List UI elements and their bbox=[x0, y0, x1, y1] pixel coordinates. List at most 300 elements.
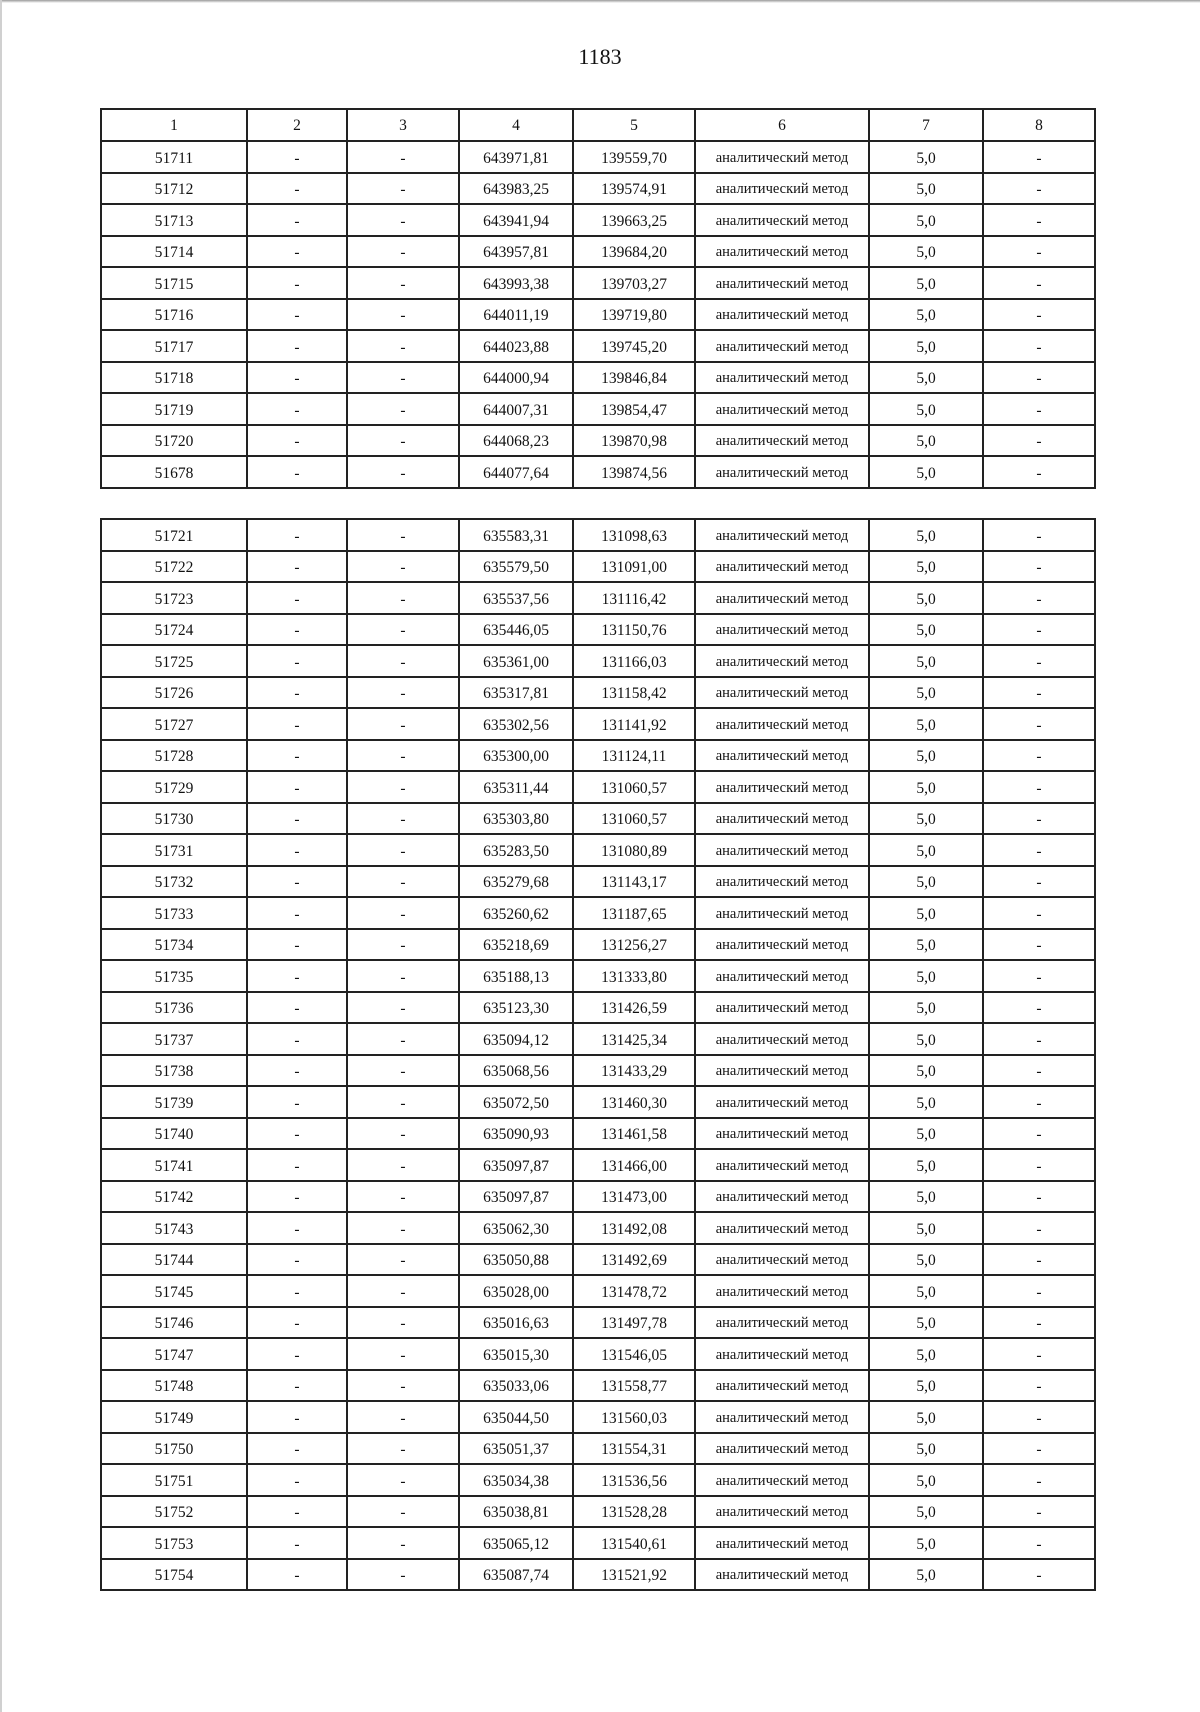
table-row bbox=[101, 834, 1095, 866]
cell-col-2: - bbox=[247, 173, 347, 205]
cell-coord-x: 635051,37 bbox=[459, 1433, 573, 1465]
cell-coord-x: 635016,63 bbox=[459, 1307, 573, 1339]
cell-col-2: - bbox=[247, 204, 347, 236]
cell-col-8: - bbox=[983, 1275, 1095, 1307]
cell-coord-x: 635034,38 bbox=[459, 1464, 573, 1496]
cell-col-2: - bbox=[247, 834, 347, 866]
cell-coord-y: 131187,65 bbox=[573, 897, 695, 929]
cell-col-2: - bbox=[247, 330, 347, 362]
cell-accuracy: 5,0 bbox=[869, 1212, 983, 1244]
cell-point-number: 51736 bbox=[101, 992, 247, 1024]
header-cell: 6 bbox=[695, 109, 869, 141]
cell-col-3: - bbox=[347, 456, 459, 488]
cell-coord-x: 635072,50 bbox=[459, 1086, 573, 1118]
cell-point-number: 51718 bbox=[101, 362, 247, 394]
cell-accuracy: 5,0 bbox=[869, 1149, 983, 1181]
cell-point-number: 51713 bbox=[101, 204, 247, 236]
scan-edge-top bbox=[0, 0, 1200, 3]
cell-coord-y: 131558,77 bbox=[573, 1370, 695, 1402]
cell-coord-x: 635015,30 bbox=[459, 1338, 573, 1370]
cell-col-8: - bbox=[983, 141, 1095, 173]
table-row bbox=[101, 141, 1095, 173]
cell-point-number: 51734 bbox=[101, 929, 247, 961]
cell-col-8: - bbox=[983, 677, 1095, 709]
cell-col-3: - bbox=[347, 1118, 459, 1150]
cell-col-8: - bbox=[983, 740, 1095, 772]
cell-coord-y: 131466,00 bbox=[573, 1149, 695, 1181]
cell-method: аналитический метод bbox=[695, 204, 869, 236]
cell-method: аналитический метод bbox=[695, 677, 869, 709]
cell-point-number: 51714 bbox=[101, 236, 247, 268]
cell-col-2: - bbox=[247, 362, 347, 394]
cell-coord-y: 131478,72 bbox=[573, 1275, 695, 1307]
table-row bbox=[101, 1244, 1095, 1276]
cell-coord-y: 139559,70 bbox=[573, 141, 695, 173]
cell-coord-y: 131521,92 bbox=[573, 1559, 695, 1591]
cell-col-8: - bbox=[983, 1181, 1095, 1213]
table-row bbox=[101, 1370, 1095, 1402]
cell-coord-y: 131492,69 bbox=[573, 1244, 695, 1276]
cell-col-8: - bbox=[983, 299, 1095, 331]
cell-coord-x: 635028,00 bbox=[459, 1275, 573, 1307]
cell-point-number: 51745 bbox=[101, 1275, 247, 1307]
cell-coord-x: 635446,05 bbox=[459, 614, 573, 646]
cell-col-2: - bbox=[247, 897, 347, 929]
cell-col-8: - bbox=[983, 1244, 1095, 1276]
cell-col-2: - bbox=[247, 740, 347, 772]
cell-accuracy: 5,0 bbox=[869, 771, 983, 803]
cell-col-8: - bbox=[983, 1464, 1095, 1496]
cell-point-number: 51740 bbox=[101, 1118, 247, 1150]
cell-method: аналитический метод bbox=[695, 866, 869, 898]
cell-coord-y: 139703,27 bbox=[573, 267, 695, 299]
cell-col-3: - bbox=[347, 173, 459, 205]
cell-point-number: 51720 bbox=[101, 425, 247, 457]
cell-coord-y: 139870,98 bbox=[573, 425, 695, 457]
table-row bbox=[101, 929, 1095, 961]
cell-col-8: - bbox=[983, 1370, 1095, 1402]
cell-accuracy: 5,0 bbox=[869, 204, 983, 236]
cell-accuracy: 5,0 bbox=[869, 1527, 983, 1559]
cell-method: аналитический метод bbox=[695, 897, 869, 929]
cell-coord-x: 635087,74 bbox=[459, 1559, 573, 1591]
cell-col-2: - bbox=[247, 992, 347, 1024]
cell-col-8: - bbox=[983, 425, 1095, 457]
cell-accuracy: 5,0 bbox=[869, 330, 983, 362]
cell-point-number: 51717 bbox=[101, 330, 247, 362]
cell-col-8: - bbox=[983, 1401, 1095, 1433]
table-row bbox=[101, 1527, 1095, 1559]
cell-accuracy: 5,0 bbox=[869, 866, 983, 898]
cell-coord-x: 635283,50 bbox=[459, 834, 573, 866]
cell-col-8: - bbox=[983, 1055, 1095, 1087]
cell-method: аналитический метод bbox=[695, 1023, 869, 1055]
cell-coord-x: 635218,69 bbox=[459, 929, 573, 961]
cell-point-number: 51723 bbox=[101, 582, 247, 614]
table-row bbox=[101, 897, 1095, 929]
cell-point-number: 51732 bbox=[101, 866, 247, 898]
cell-point-number: 51748 bbox=[101, 1370, 247, 1402]
cell-col-2: - bbox=[247, 519, 347, 551]
cell-method: аналитический метод bbox=[695, 1307, 869, 1339]
cell-col-3: - bbox=[347, 1212, 459, 1244]
cell-col-3: - bbox=[347, 1401, 459, 1433]
cell-accuracy: 5,0 bbox=[869, 992, 983, 1024]
table-row bbox=[101, 708, 1095, 740]
cell-col-8: - bbox=[983, 236, 1095, 268]
table-row bbox=[101, 1338, 1095, 1370]
header-cell: 8 bbox=[983, 109, 1095, 141]
scan-edge-left bbox=[0, 0, 2, 1712]
table-row bbox=[101, 393, 1095, 425]
cell-accuracy: 5,0 bbox=[869, 1023, 983, 1055]
cell-accuracy: 5,0 bbox=[869, 897, 983, 929]
table-row bbox=[101, 771, 1095, 803]
cell-coord-y: 131060,57 bbox=[573, 803, 695, 835]
cell-col-2: - bbox=[247, 960, 347, 992]
cell-coord-y: 131460,30 bbox=[573, 1086, 695, 1118]
table-row bbox=[101, 1118, 1095, 1150]
cell-col-2: - bbox=[247, 645, 347, 677]
cell-col-8: - bbox=[983, 393, 1095, 425]
cell-coord-y: 131150,76 bbox=[573, 614, 695, 646]
cell-method: аналитический метод bbox=[695, 1559, 869, 1591]
cell-point-number: 51678 bbox=[101, 456, 247, 488]
cell-accuracy: 5,0 bbox=[869, 929, 983, 961]
header-row bbox=[101, 109, 1095, 141]
cell-method: аналитический метод bbox=[695, 708, 869, 740]
cell-point-number: 51727 bbox=[101, 708, 247, 740]
cell-col-2: - bbox=[247, 677, 347, 709]
cell-coord-y: 139684,20 bbox=[573, 236, 695, 268]
cell-col-8: - bbox=[983, 645, 1095, 677]
cell-col-3: - bbox=[347, 551, 459, 583]
cell-col-8: - bbox=[983, 330, 1095, 362]
cell-coord-x: 635579,50 bbox=[459, 551, 573, 583]
cell-coord-y: 139574,91 bbox=[573, 173, 695, 205]
cell-col-3: - bbox=[347, 834, 459, 866]
cell-col-8: - bbox=[983, 1527, 1095, 1559]
cell-col-2: - bbox=[247, 1496, 347, 1528]
cell-col-3: - bbox=[347, 425, 459, 457]
table-row bbox=[101, 803, 1095, 835]
cell-col-2: - bbox=[247, 1307, 347, 1339]
cell-method: аналитический метод bbox=[695, 1401, 869, 1433]
cell-coord-y: 139663,25 bbox=[573, 204, 695, 236]
cell-accuracy: 5,0 bbox=[869, 1559, 983, 1591]
cell-col-8: - bbox=[983, 866, 1095, 898]
cell-coord-y: 131143,17 bbox=[573, 866, 695, 898]
cell-method: аналитический метод bbox=[695, 267, 869, 299]
cell-coord-y: 131158,42 bbox=[573, 677, 695, 709]
cell-point-number: 51746 bbox=[101, 1307, 247, 1339]
table-row bbox=[101, 1212, 1095, 1244]
cell-coord-x: 635097,87 bbox=[459, 1149, 573, 1181]
cell-coord-x: 635038,81 bbox=[459, 1496, 573, 1528]
cell-point-number: 51721 bbox=[101, 519, 247, 551]
table-row bbox=[101, 1307, 1095, 1339]
cell-col-8: - bbox=[983, 204, 1095, 236]
table-row bbox=[101, 456, 1095, 488]
table-row bbox=[101, 740, 1095, 772]
cell-col-8: - bbox=[983, 1496, 1095, 1528]
cell-col-2: - bbox=[247, 456, 347, 488]
cell-accuracy: 5,0 bbox=[869, 299, 983, 331]
cell-col-8: - bbox=[983, 614, 1095, 646]
header-cell: 2 bbox=[247, 109, 347, 141]
cell-method: аналитический метод bbox=[695, 519, 869, 551]
cell-point-number: 51747 bbox=[101, 1338, 247, 1370]
header-cell: 7 bbox=[869, 109, 983, 141]
cell-col-3: - bbox=[347, 740, 459, 772]
cell-col-2: - bbox=[247, 236, 347, 268]
cell-col-8: - bbox=[983, 456, 1095, 488]
cell-method: аналитический метод bbox=[695, 1118, 869, 1150]
table-row bbox=[101, 1559, 1095, 1591]
cell-method: аналитический метод bbox=[695, 1212, 869, 1244]
table-row bbox=[101, 960, 1095, 992]
cell-coord-y: 131426,59 bbox=[573, 992, 695, 1024]
header-cell: 5 bbox=[573, 109, 695, 141]
cell-col-8: - bbox=[983, 803, 1095, 835]
cell-col-2: - bbox=[247, 1055, 347, 1087]
cell-col-3: - bbox=[347, 519, 459, 551]
cell-point-number: 51724 bbox=[101, 614, 247, 646]
cell-accuracy: 5,0 bbox=[869, 1338, 983, 1370]
cell-method: аналитический метод bbox=[695, 1496, 869, 1528]
cell-col-3: - bbox=[347, 929, 459, 961]
cell-coord-x: 644068,23 bbox=[459, 425, 573, 457]
cell-col-8: - bbox=[983, 173, 1095, 205]
cell-col-2: - bbox=[247, 866, 347, 898]
cell-coord-x: 635062,30 bbox=[459, 1212, 573, 1244]
cell-coord-y: 131116,42 bbox=[573, 582, 695, 614]
cell-coord-y: 131461,58 bbox=[573, 1118, 695, 1150]
cell-col-2: - bbox=[247, 1023, 347, 1055]
cell-col-2: - bbox=[247, 1244, 347, 1276]
cell-method: аналитический метод bbox=[695, 1086, 869, 1118]
cell-coord-y: 131060,57 bbox=[573, 771, 695, 803]
cell-coord-x: 635068,56 bbox=[459, 1055, 573, 1087]
cell-col-8: - bbox=[983, 897, 1095, 929]
cell-col-2: - bbox=[247, 141, 347, 173]
cell-coord-y: 131124,11 bbox=[573, 740, 695, 772]
cell-col-2: - bbox=[247, 393, 347, 425]
cell-col-2: - bbox=[247, 771, 347, 803]
cell-method: аналитический метод bbox=[695, 929, 869, 961]
cell-accuracy: 5,0 bbox=[869, 1275, 983, 1307]
cell-method: аналитический метод bbox=[695, 992, 869, 1024]
cell-col-8: - bbox=[983, 362, 1095, 394]
cell-col-8: - bbox=[983, 992, 1095, 1024]
cell-col-2: - bbox=[247, 1401, 347, 1433]
cell-method: аналитический метод bbox=[695, 960, 869, 992]
cell-coord-x: 635033,06 bbox=[459, 1370, 573, 1402]
cell-coord-x: 644077,64 bbox=[459, 456, 573, 488]
cell-col-8: - bbox=[983, 771, 1095, 803]
cell-col-8: - bbox=[983, 551, 1095, 583]
cell-col-3: - bbox=[347, 1275, 459, 1307]
cell-method: аналитический метод bbox=[695, 330, 869, 362]
cell-coord-y: 131546,05 bbox=[573, 1338, 695, 1370]
cell-col-3: - bbox=[347, 1055, 459, 1087]
cell-coord-x: 644007,31 bbox=[459, 393, 573, 425]
cell-method: аналитический метод bbox=[695, 834, 869, 866]
cell-col-3: - bbox=[347, 1370, 459, 1402]
cell-coord-x: 635094,12 bbox=[459, 1023, 573, 1055]
cell-col-3: - bbox=[347, 362, 459, 394]
cell-coord-x: 635260,62 bbox=[459, 897, 573, 929]
cell-col-8: - bbox=[983, 834, 1095, 866]
cell-point-number: 51719 bbox=[101, 393, 247, 425]
cell-coord-y: 131166,03 bbox=[573, 645, 695, 677]
cell-method: аналитический метод bbox=[695, 645, 869, 677]
cell-col-3: - bbox=[347, 771, 459, 803]
cell-col-8: - bbox=[983, 708, 1095, 740]
cell-col-8: - bbox=[983, 519, 1095, 551]
cell-coord-x: 644011,19 bbox=[459, 299, 573, 331]
cell-col-3: - bbox=[347, 204, 459, 236]
cell-point-number: 51738 bbox=[101, 1055, 247, 1087]
cell-col-2: - bbox=[247, 708, 347, 740]
cell-coord-y: 131141,92 bbox=[573, 708, 695, 740]
cell-col-3: - bbox=[347, 1244, 459, 1276]
cell-coord-y: 131256,27 bbox=[573, 929, 695, 961]
table-row bbox=[101, 1055, 1095, 1087]
cell-col-2: - bbox=[247, 425, 347, 457]
cell-method: аналитический метод bbox=[695, 614, 869, 646]
cell-method: аналитический метод bbox=[695, 740, 869, 772]
cell-coord-x: 643983,25 bbox=[459, 173, 573, 205]
cell-coord-x: 635583,31 bbox=[459, 519, 573, 551]
cell-coord-y: 131528,28 bbox=[573, 1496, 695, 1528]
cell-coord-y: 131080,89 bbox=[573, 834, 695, 866]
cell-col-8: - bbox=[983, 1212, 1095, 1244]
cell-col-2: - bbox=[247, 1464, 347, 1496]
cell-col-3: - bbox=[347, 330, 459, 362]
cell-col-2: - bbox=[247, 582, 347, 614]
cell-method: аналитический метод bbox=[695, 803, 869, 835]
cell-col-2: - bbox=[247, 929, 347, 961]
cell-col-3: - bbox=[347, 1559, 459, 1591]
table-row bbox=[101, 614, 1095, 646]
cell-col-8: - bbox=[983, 267, 1095, 299]
cell-col-8: - bbox=[983, 1118, 1095, 1150]
cell-accuracy: 5,0 bbox=[869, 1433, 983, 1465]
table-row bbox=[101, 645, 1095, 677]
cell-method: аналитический метод bbox=[695, 1433, 869, 1465]
coordinates-table-top bbox=[100, 108, 1096, 489]
cell-coord-y: 139719,80 bbox=[573, 299, 695, 331]
cell-coord-x: 635300,00 bbox=[459, 740, 573, 772]
cell-col-3: - bbox=[347, 866, 459, 898]
cell-col-3: - bbox=[347, 960, 459, 992]
cell-point-number: 51737 bbox=[101, 1023, 247, 1055]
cell-coord-y: 131554,31 bbox=[573, 1433, 695, 1465]
cell-method: аналитический метод bbox=[695, 456, 869, 488]
table-row bbox=[101, 1401, 1095, 1433]
cell-point-number: 51730 bbox=[101, 803, 247, 835]
cell-accuracy: 5,0 bbox=[869, 173, 983, 205]
cell-coord-y: 131560,03 bbox=[573, 1401, 695, 1433]
cell-coord-y: 139846,84 bbox=[573, 362, 695, 394]
cell-accuracy: 5,0 bbox=[869, 677, 983, 709]
cell-coord-x: 635537,56 bbox=[459, 582, 573, 614]
cell-coord-y: 139854,47 bbox=[573, 393, 695, 425]
cell-accuracy: 5,0 bbox=[869, 645, 983, 677]
cell-coord-y: 131473,00 bbox=[573, 1181, 695, 1213]
table-row bbox=[101, 1149, 1095, 1181]
table-row bbox=[101, 1023, 1095, 1055]
cell-method: аналитический метод bbox=[695, 393, 869, 425]
cell-coord-x: 643941,94 bbox=[459, 204, 573, 236]
cell-col-3: - bbox=[347, 677, 459, 709]
cell-coord-x: 643993,38 bbox=[459, 267, 573, 299]
cell-col-3: - bbox=[347, 1307, 459, 1339]
cell-point-number: 51722 bbox=[101, 551, 247, 583]
table-row bbox=[101, 866, 1095, 898]
cell-col-8: - bbox=[983, 1023, 1095, 1055]
cell-accuracy: 5,0 bbox=[869, 236, 983, 268]
cell-col-2: - bbox=[247, 1275, 347, 1307]
cell-point-number: 51715 bbox=[101, 267, 247, 299]
cell-point-number: 51751 bbox=[101, 1464, 247, 1496]
cell-accuracy: 5,0 bbox=[869, 614, 983, 646]
table-row bbox=[101, 299, 1095, 331]
cell-col-2: - bbox=[247, 1118, 347, 1150]
cell-col-8: - bbox=[983, 929, 1095, 961]
cell-col-3: - bbox=[347, 1496, 459, 1528]
cell-point-number: 51735 bbox=[101, 960, 247, 992]
cell-accuracy: 5,0 bbox=[869, 393, 983, 425]
cell-col-2: - bbox=[247, 267, 347, 299]
cell-accuracy: 5,0 bbox=[869, 362, 983, 394]
cell-coord-x: 635050,88 bbox=[459, 1244, 573, 1276]
cell-point-number: 51739 bbox=[101, 1086, 247, 1118]
cell-accuracy: 5,0 bbox=[869, 519, 983, 551]
cell-coord-x: 635361,00 bbox=[459, 645, 573, 677]
cell-coord-x: 635097,87 bbox=[459, 1181, 573, 1213]
cell-point-number: 51712 bbox=[101, 173, 247, 205]
table-row bbox=[101, 362, 1095, 394]
cell-method: аналитический метод bbox=[695, 1055, 869, 1087]
cell-col-2: - bbox=[247, 1527, 347, 1559]
cell-col-2: - bbox=[247, 551, 347, 583]
cell-accuracy: 5,0 bbox=[869, 1496, 983, 1528]
cell-point-number: 51750 bbox=[101, 1433, 247, 1465]
cell-coord-y: 131091,00 bbox=[573, 551, 695, 583]
cell-coord-x: 643971,81 bbox=[459, 141, 573, 173]
cell-method: аналитический метод bbox=[695, 551, 869, 583]
table-row bbox=[101, 1496, 1095, 1528]
cell-coord-x: 635279,68 bbox=[459, 866, 573, 898]
cell-method: аналитический метод bbox=[695, 362, 869, 394]
cell-method: аналитический метод bbox=[695, 1275, 869, 1307]
page-number: 1183 bbox=[578, 44, 622, 69]
table-row bbox=[101, 1275, 1095, 1307]
cell-coord-y: 131098,63 bbox=[573, 519, 695, 551]
cell-point-number: 51729 bbox=[101, 771, 247, 803]
cell-coord-y: 131536,56 bbox=[573, 1464, 695, 1496]
cell-coord-y: 131497,78 bbox=[573, 1307, 695, 1339]
cell-accuracy: 5,0 bbox=[869, 803, 983, 835]
cell-coord-x: 635188,13 bbox=[459, 960, 573, 992]
cell-coord-y: 139745,20 bbox=[573, 330, 695, 362]
cell-method: аналитический метод bbox=[695, 1464, 869, 1496]
cell-coord-x: 644000,94 bbox=[459, 362, 573, 394]
cell-col-8: - bbox=[983, 960, 1095, 992]
cell-col-2: - bbox=[247, 1149, 347, 1181]
